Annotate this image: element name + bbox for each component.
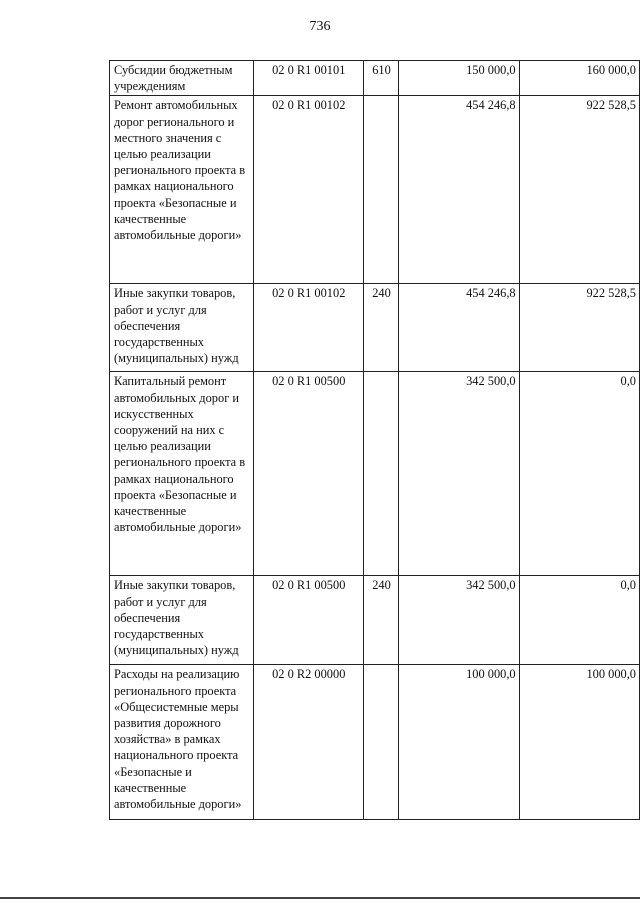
row-expense-type: 240 xyxy=(363,576,399,665)
row-expense-type: 610 xyxy=(363,61,399,96)
page-number: 736 xyxy=(309,19,331,34)
row-expense-type xyxy=(363,665,399,820)
row-expense-type xyxy=(363,372,399,576)
table-row xyxy=(110,665,640,820)
row-amount-2: 0,0 xyxy=(519,372,639,576)
row-description: Субсидии бюджетным учреждениям xyxy=(110,61,254,96)
row-description: Капитальный ремонт автомобильных дорог и искусственных сооружений на них с целью реализации регионального проекта в рамках национального проекта «Безопасные и качественные автомобильные дороги» xyxy=(110,372,254,576)
table-row xyxy=(110,576,640,665)
scan-bottom-edge xyxy=(0,897,640,899)
table-row xyxy=(110,372,640,576)
row-description: Иные закупки товаров, работ и услуг для обеспечения государственных (муниципальных) нужд xyxy=(110,576,254,665)
row-amount-1: 342 500,0 xyxy=(399,576,519,665)
row-amount-1: 342 500,0 xyxy=(399,372,519,576)
row-amount-2: 0,0 xyxy=(519,576,639,665)
table-row xyxy=(110,284,640,372)
row-amount-2: 100 000,0 xyxy=(519,665,639,820)
row-amount-2: 160 000,0 xyxy=(519,61,639,96)
row-amount-2: 922 528,5 xyxy=(519,284,639,372)
row-code: 02 0 R1 00102 xyxy=(253,96,363,284)
row-amount-1: 454 246,8 xyxy=(399,96,519,284)
row-expense-type: 240 xyxy=(363,284,399,372)
row-amount-1: 150 000,0 xyxy=(399,61,519,96)
row-description: Расходы на реализацию регионального проекта «Общесистемные меры развития дорожного хозяйства» в рамках национального проекта «Безопасные и качественные автомобильные дороги» xyxy=(110,665,254,820)
table-row xyxy=(110,61,640,96)
budget-table xyxy=(109,60,640,820)
row-code: 02 0 R1 00500 xyxy=(253,372,363,576)
row-code: 02 0 R2 00000 xyxy=(253,665,363,820)
row-code: 02 0 R1 00101 xyxy=(253,61,363,96)
row-amount-1: 100 000,0 xyxy=(399,665,519,820)
row-description: Ремонт автомобильных дорог регионального и местного значения с целью реализации регионального проекта в рамках национального проекта «Безопасные и качественные автомобильные дороги» xyxy=(110,96,254,284)
row-amount-2: 922 528,5 xyxy=(519,96,639,284)
table-row xyxy=(110,96,640,284)
row-code: 02 0 R1 00102 xyxy=(253,284,363,372)
row-amount-1: 454 246,8 xyxy=(399,284,519,372)
row-expense-type xyxy=(363,96,399,284)
row-code: 02 0 R1 00500 xyxy=(253,576,363,665)
row-description: Иные закупки товаров, работ и услуг для обеспечения государственных (муниципальных) нужд xyxy=(110,284,254,372)
